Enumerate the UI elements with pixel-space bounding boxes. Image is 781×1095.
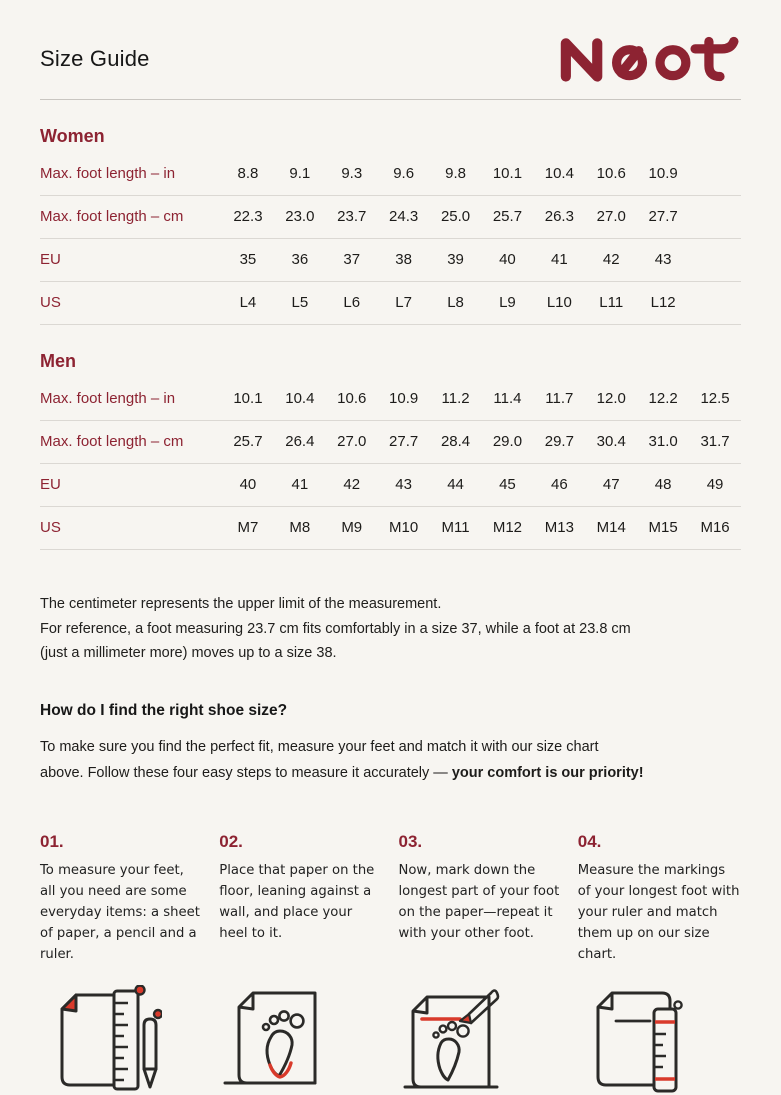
step-number: 04. — [577, 831, 602, 851]
step-1 — [40, 832, 203, 965]
howto-intro — [40, 734, 741, 786]
step-text: To measure your feet, all you need are some everyday items: a sheet of paper, a pencil and a ruler. — [40, 862, 200, 962]
howto-intro-line: To make sure you find the perfect fit, measure your feet and match it with our size chart — [40, 738, 599, 755]
women-heading: Women — [40, 126, 105, 146]
men-heading: Men — [40, 351, 76, 371]
step-2 — [219, 832, 382, 965]
measurement-note — [40, 592, 741, 666]
step-4 — [578, 832, 741, 965]
row-label: Max. foot length – cm — [40, 208, 184, 225]
step-text: Measure the markings of your longest foot with your ruler and match them up on our size chart. — [577, 862, 740, 962]
men-size-table — [40, 351, 741, 550]
table-row: EU 40 41 42 43 44 45 46 47 48 49 — [40, 464, 741, 507]
table-row: Max. foot length – cm 22.3 23.0 23.7 24.3 25.0 25.7 26.3 27.0 27.7 — [40, 196, 741, 239]
step-icons — [40, 985, 741, 1095]
note-line: For reference, a foot measuring 23.7 cm fits comfortably in a size 37, while a foot at 23.8 cm — [40, 620, 631, 637]
step-number: 03. — [398, 831, 423, 851]
step-number: 02. — [219, 831, 243, 851]
table-row: Max. foot length – in 8.8 9.1 9.3 9.6 9.8 10.1 10.4 10.6 10.9 — [40, 153, 741, 196]
table-row: US M7 M8 M9 M10 M11 M12 M13 M14 M15 M16 — [40, 507, 741, 550]
step-text: Place that paper on the floor, leaning against a wall, and place your heel to it. — [219, 862, 375, 941]
step-number: 01. — [40, 831, 64, 851]
howto-heading: How do I find the right shoe size? — [40, 701, 288, 719]
naot-logo-icon — [555, 35, 741, 83]
table-row: US L4 L5 L6 L7 L8 L9 L10 L11 L12 — [40, 282, 741, 325]
row-label: EU — [40, 476, 61, 493]
step-3 — [399, 832, 562, 965]
howto-intro-line: above. Follow these four easy steps to measure it accurately — your comfort is our priority! — [40, 764, 644, 781]
mark-foot-with-pencil-icon — [399, 985, 521, 1095]
table-row: EU 35 36 37 38 39 40 41 42 43 — [40, 239, 741, 282]
naot-logo — [555, 35, 741, 83]
header-divider — [40, 99, 741, 100]
step-text: Now, mark down the longest part of your foot on the paper—repeat it with your other foot. — [398, 862, 560, 941]
women-size-table — [40, 126, 741, 325]
table-row: Max. foot length – in 10.1 10.4 10.6 10.9 11.2 11.4 11.7 12.0 12.2 12.5 — [40, 378, 741, 421]
measure-with-ruler-icon — [578, 985, 700, 1095]
row-label: Max. foot length – cm — [40, 433, 184, 450]
row-label: US — [40, 294, 61, 311]
page-title: Size Guide — [40, 46, 150, 71]
header — [40, 34, 741, 84]
note-line: The centimeter represents the upper limit of the measurement. — [40, 596, 442, 612]
howto-intro-bold: your comfort is our priority! — [451, 764, 644, 781]
row-label: Max. foot length – in — [40, 390, 176, 407]
paper-ruler-pencil-icon — [40, 985, 162, 1095]
row-label: EU — [40, 251, 61, 268]
table-row: Max. foot length – cm 25.7 26.4 27.0 27.7 28.4 29.0 29.7 30.4 31.0 31.7 — [40, 421, 741, 464]
row-label: US — [40, 519, 61, 536]
foot-on-paper-icon — [219, 985, 341, 1095]
row-label: Max. foot length – in — [40, 165, 176, 182]
measuring-steps — [40, 832, 741, 965]
note-line: (just a millimeter more) moves up to a size 38. — [40, 645, 337, 661]
